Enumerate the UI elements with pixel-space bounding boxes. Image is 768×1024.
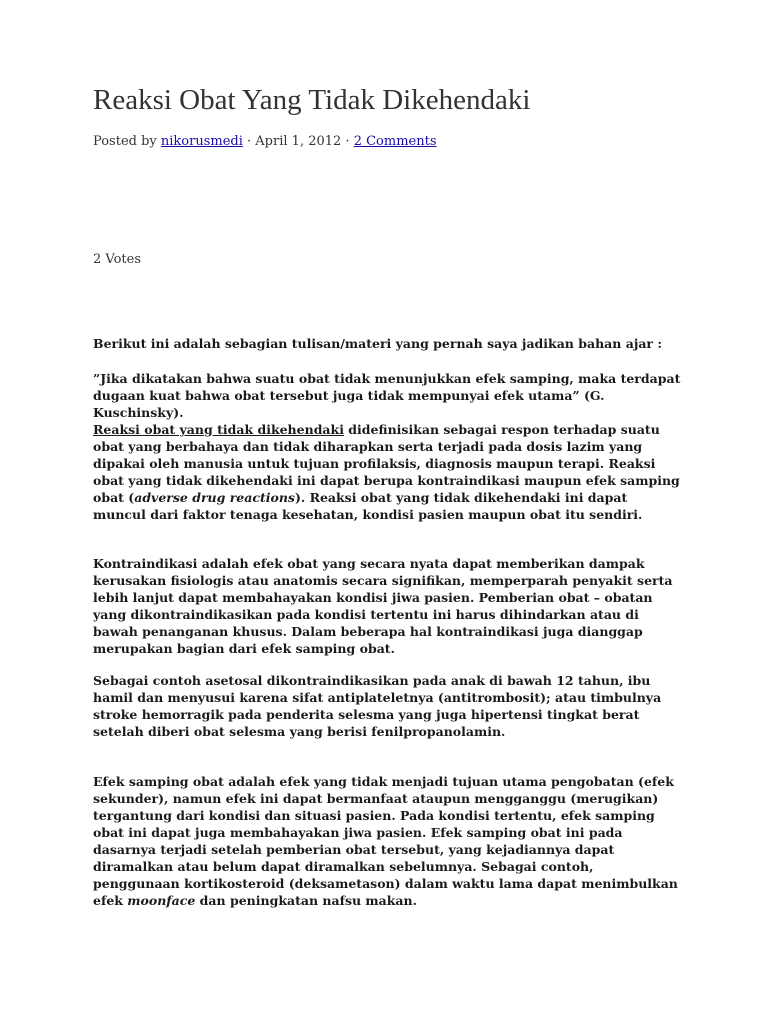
contoh-paragraph: Sebagai contoh asetosal dikontraindikasikan pada anak di bawah 12 tahun, ibu hamil dan menyusui karena sifat antiplateletnya (antitrombosit); atau timbulnya stroke hemorragik pada penderita selesma yang juga hipertensi tingkat berat setelah diberi obat selesma yang berisi fenilpropanolamin. (93, 673, 662, 739)
post-meta (93, 134, 437, 149)
page-title: Reaksi Obat Yang Tidak Dikehendaki (93, 84, 531, 116)
meta-separator: · (242, 134, 256, 149)
definition-paragraph (93, 370, 683, 523)
author-link[interactable]: nikorusmedi (160, 134, 243, 149)
definition-text: didefinisikan sebagai respon terhadap suatu obat yang berbahaya dan tidak diharapkan serta terjadi pada dosis lazim yang dipakai oleh manusia untuk tujuan profilaksis, diagnosis maupun terapi. Reaksi obat yang tidak dikehendaki ini dapat berupa kontraindikasi maupun efek samping obat ( (93, 422, 680, 505)
adverse-drug-reactions-term: adverse drug reactions (134, 490, 295, 505)
comments-link[interactable]: 2 Comments (353, 134, 437, 149)
moonface-term: moonface (127, 893, 196, 908)
definition-link[interactable]: Reaksi obat yang tidak dikehendaki (93, 422, 344, 437)
kontraindikasi-paragraph: Kontraindikasi adalah efek obat yang secara nyata dapat memberikan dampak kerusakan fisiologis atau anatomis secara signifikan, memperparah penyakit serta lebih lanjut dapat membahayakan kondisi jiwa pasien. Pemberian obat – obatan yang dikontraindikasikan pada kondisi tertentu ini harus dihindarkan atau di bawah penanganan khusus. Dalam beberapa hal kontraindikasi juga dianggap merupakan bagian dari efek samping obat. (93, 556, 673, 656)
definition-text-end: ). Reaksi obat yang tidak dikehendaki ini dapat muncul dari faktor tenaga kesehatan, kondisi pasien maupun obat itu sendiri. (93, 490, 643, 522)
post-date: April 1, 2012 (255, 134, 342, 149)
efek-text-end: dan peningkatan nafsu makan. (195, 893, 417, 908)
votes-count: 2 Votes (93, 252, 142, 267)
efek-samping-paragraph (93, 773, 683, 909)
posted-by-label: Posted by (93, 134, 161, 149)
quote-text: ”Jika dikatakan bahwa suatu obat tidak menunjukkan efek samping, maka terdapat dugaan kuat bahwa obat tersebut juga tidak mempunyai efek utama” (G. Kuschinsky). (93, 371, 681, 420)
intro-paragraph: Berikut ini adalah sebagian tulisan/materi yang pernah saya jadikan bahan ajar : (93, 336, 662, 351)
meta-separator: · (341, 134, 354, 149)
efek-text: Efek samping obat adalah efek yang tidak menjadi tujuan utama pengobatan (efek sekunder), namun efek ini dapat bermanfaat ataupun mengganggu (merugikan) tergantung dari kondisi dan situasi pasien. Pada kondisi tertentu, efek samping obat ini dapat juga membahayakan jiwa pasien. Efek samping obat ini pada dasarnya terjadi setelah pemberian obat tersebut, yang kejadiannya dapat diramalkan atau belum dapat diramalkan sebelumnya. Sebagai contoh, penggunaan kortikosteroid (deksametason) dalam waktu lama dapat menimbulkan efek (93, 774, 678, 908)
